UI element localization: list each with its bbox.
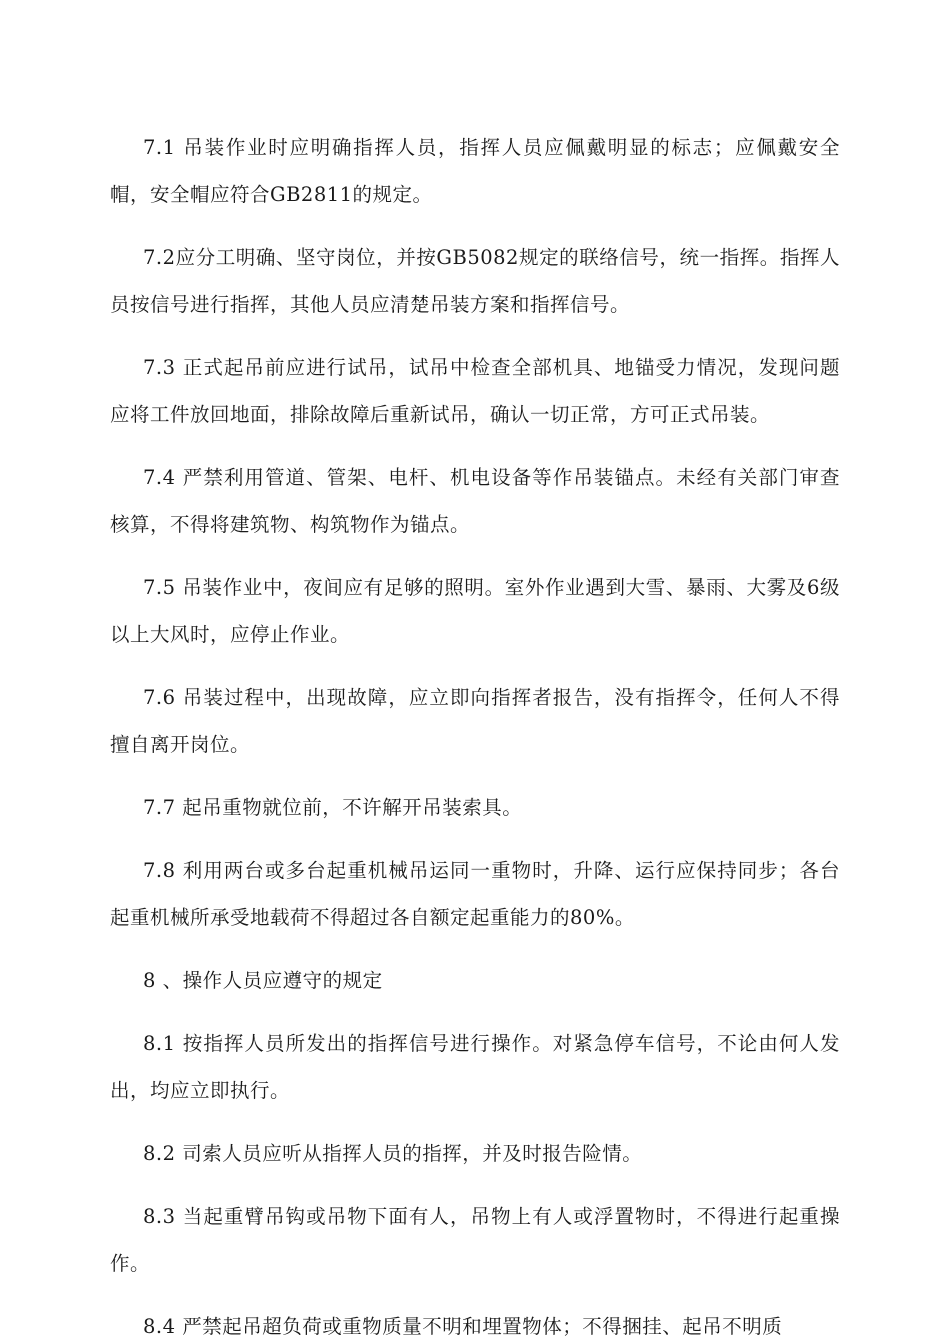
paragraph-8-3: 8.3 当起重臂吊钩或吊物下面有人，吊物上有人或浮置物时，不得进行起重操作。: [110, 1205, 840, 1275]
paragraph-8-4: 8.4 严禁起吊超负荷或重物质量不明和埋置物体；不得捆挂、起吊不明质: [143, 1315, 783, 1338]
paragraph-7-4: 7.4 严禁利用管道、管架、电杆、机电设备等作吊装锚点。未经有关部门审查核算，不得将建筑物、构筑物作为锚点。: [110, 466, 840, 536]
paragraph-7-2: 7.2应分工明确、坚守岗位，并按GB5082规定的联络信号，统一指挥。指挥人员按信号进行指挥，其他人员应清楚吊装方案和指挥信号。: [110, 246, 840, 316]
paragraph-7-6: 7.6 吊装过程中，出现故障，应立即向指挥者报告，没有指挥令，任何人不得擅自离开岗位。: [110, 686, 840, 756]
paragraph-7-3: 7.3 正式起吊前应进行试吊，试吊中检查全部机具、地锚受力情况，发现问题应将工件放回地面，排除故障后重新试吊，确认一切正常，方可正式吊装。: [110, 356, 840, 426]
paragraph-7-8: 7.8 利用两台或多台起重机械吊运同一重物时，升降、运行应保持同步；各台起重机械所承受地载荷不得超过各自额定起重能力的80%。: [110, 859, 840, 929]
paragraph-7-1: 7.1 吊装作业时应明确指挥人员，指挥人员应佩戴明显的标志；应佩戴安全帽，安全帽应符合GB2811的规定。: [110, 136, 840, 206]
paragraph-7-5: 7.5 吊装作业中，夜间应有足够的照明。室外作业遇到大雪、暴雨、大雾及6级以上大风时，应停止作业。: [110, 576, 840, 646]
paragraph-8-2: 8.2 司索人员应听从指挥人员的指挥，并及时报告险情。: [143, 1142, 643, 1165]
paragraph-8-1: 8.1 按指挥人员所发出的指挥信号进行操作。对紧急停车信号，不论由何人发出，均应立即执行。: [110, 1032, 840, 1102]
section-heading-8: 8 、操作人员应遵守的规定: [143, 969, 383, 992]
paragraph-7-7: 7.7 起吊重物就位前，不许解开吊装索具。: [143, 796, 523, 819]
document-body: [110, 124, 840, 1344]
